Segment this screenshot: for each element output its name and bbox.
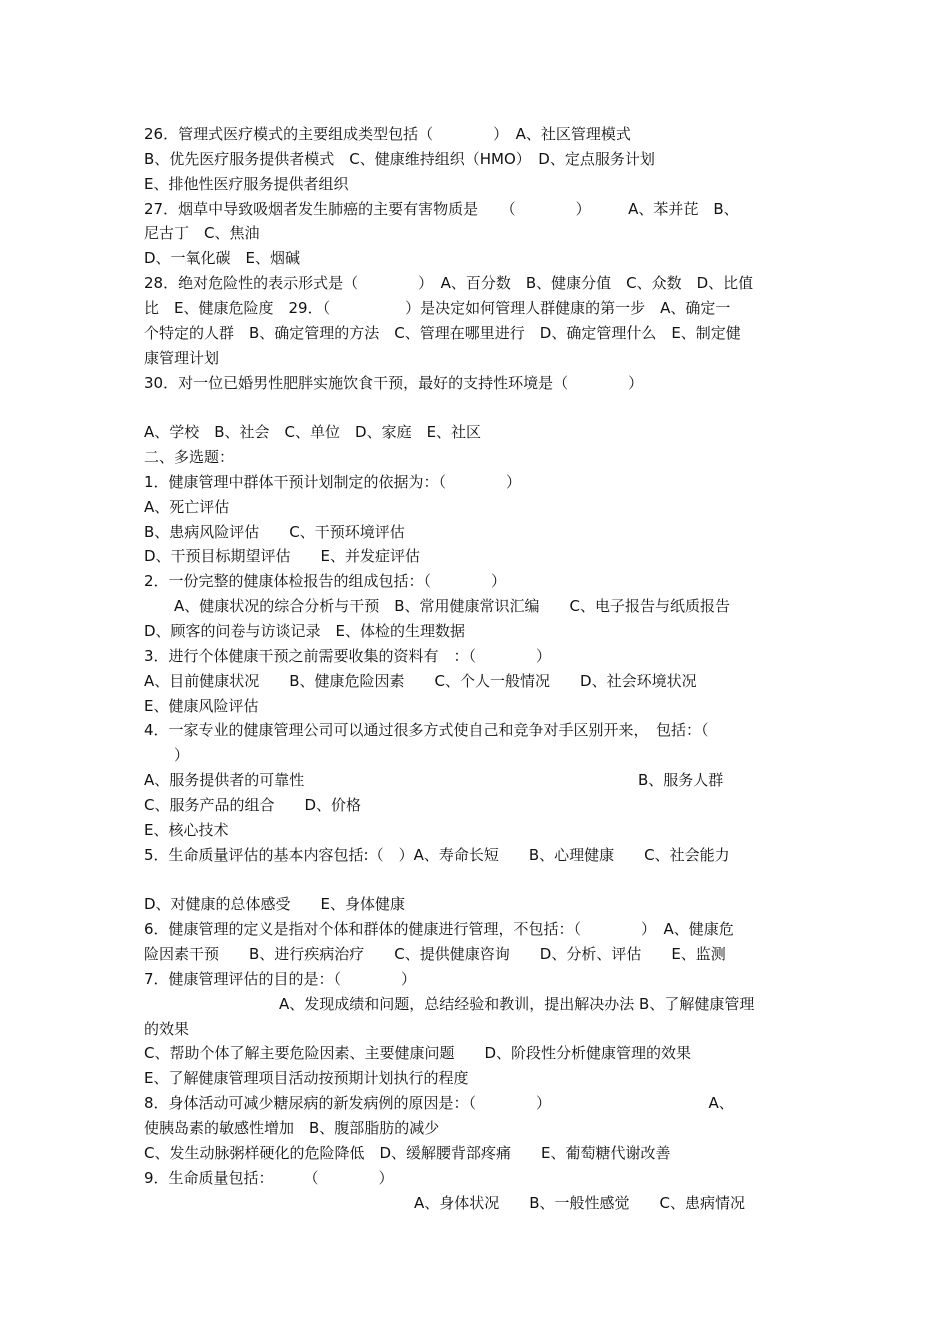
text-line: 6．健康管理的定义是指对个体和群体的健康进行管理，不包括：（ ） A、健康危 [144, 920, 734, 939]
text-line: A、目前健康状况 B、健康危险因素 C、个人一般情况 D、社会环境状况 [144, 671, 697, 690]
text-line: A、学校 B、社会 C、单位 D、家庭 E、社区 [144, 423, 482, 442]
text-line: D、顾客的问卷与访谈记录 E、体检的生理数据 [144, 622, 466, 640]
text-line: 3．进行个体健康干预之前需要收集的资料有 ：（ ） [144, 646, 552, 665]
text-line: D、对健康的总体感受 E、身体健康 [144, 895, 406, 914]
text-line: C、服务产品的组合 D、价格 [144, 795, 362, 814]
text-line: B、患病风险评估 C、干预环境评估 [144, 522, 405, 541]
text-line: C、发生动脉粥样硬化的危险降低 D、缓解腰背部疼痛 E、葡萄糖代谢改善 [144, 1143, 671, 1162]
text-line: 的效果 [144, 1019, 190, 1038]
text-line: E、核心技术 [144, 820, 229, 839]
text-line: 险因素干预 B、进行疾病治疗 C、提供健康咨询 D、分析、评估 E、监测 [144, 945, 726, 964]
text-line: 9．生命质量包括： （ ） [144, 1168, 394, 1187]
text-line: C、帮助个体了解主要危险因素、主要健康问题 D、阶段性分析健康管理的效果 [144, 1044, 692, 1063]
text-line: A、服务提供者的可靠性 [144, 771, 305, 790]
text-line: D、干预目标期望评估 E、并发症评估 [144, 547, 421, 566]
text-line: 使胰岛素的敏感性增加 B、腹部脂肪的减少 [144, 1119, 440, 1137]
text-line: 27．烟草中导致吸烟者发生肺癌的主要有害物质是 （ ） A、苯并芘 B、 [144, 199, 739, 218]
text-line: ） [144, 746, 190, 765]
text-line: B、优先医疗服务提供者模式 C、健康维持组织（HMO） D、定点服务计划 [144, 149, 655, 168]
text-line: A、死亡评估 [144, 497, 230, 516]
text-line: 1．健康管理中群体干预计划制定的依据为：（ ） [144, 472, 522, 491]
text-line: 比 E、健康危险度 29．（ ）是决定如何管理人群健康的第一步 A、确定一 [144, 298, 731, 317]
text-line: E、排他性医疗服务提供者组织 [144, 174, 349, 193]
text-line: A、身体状况 B、一般性感觉 C、患病情况 [144, 1193, 746, 1212]
text-line: 30．对一位已婚男性肥胖实施饮食干预，最好的支持性环境是（ ） [144, 373, 644, 392]
text-line: 二、多选题： [144, 448, 235, 467]
text-line: 28．绝对危险性的表示形式是（ ） A、百分数 B、健康分值 C、众数 D、比值 [144, 274, 754, 293]
text-line: 4．一家专业的健康管理公司可以通过很多方式使自己和竞争对手区别开来， 包括：（ [144, 721, 709, 740]
text-line: 个特定的人群 B、确定管理的方法 C、管理在哪里进行 D、确定管理什么 E、制定健 [144, 323, 741, 342]
text-line: 7．健康管理评估的目的是：（ ） [144, 969, 417, 988]
text-line: 5．生命质量评估的基本内容包括:（ ）A、寿命长短 B、心理健康 C、社会能力 [144, 845, 730, 864]
text-line: 26．管理式医疗模式的主要组成类型包括（ ） A、社区管理模式 [144, 125, 631, 143]
text-line: 8．身体活动可减少糖尿病的新发病例的原因是：（ ） A、 [144, 1094, 734, 1113]
text-line: 尼古丁 C、焦油 [144, 224, 260, 243]
option-b-service-population: B、服务人群 [638, 771, 724, 790]
text-line: 康管理计划 [144, 348, 220, 367]
text-line: E、健康风险评估 [144, 696, 259, 715]
text-line: D、一氧化碳 E、烟碱 [144, 249, 301, 268]
text-line: 2．一份完整的健康体检报告的组成包括：（ ） [144, 572, 507, 591]
text-line: A、发现成绩和问题，总结经验和教训，提出解决办法 B、了解健康管理 [144, 994, 755, 1013]
text-line: E、了解健康管理项目活动按预期计划执行的程度 [144, 1069, 469, 1088]
text-line: A、健康状况的综合分析与干预 B、常用健康常识汇编 C、电子报告与纸质报告 [144, 597, 731, 616]
